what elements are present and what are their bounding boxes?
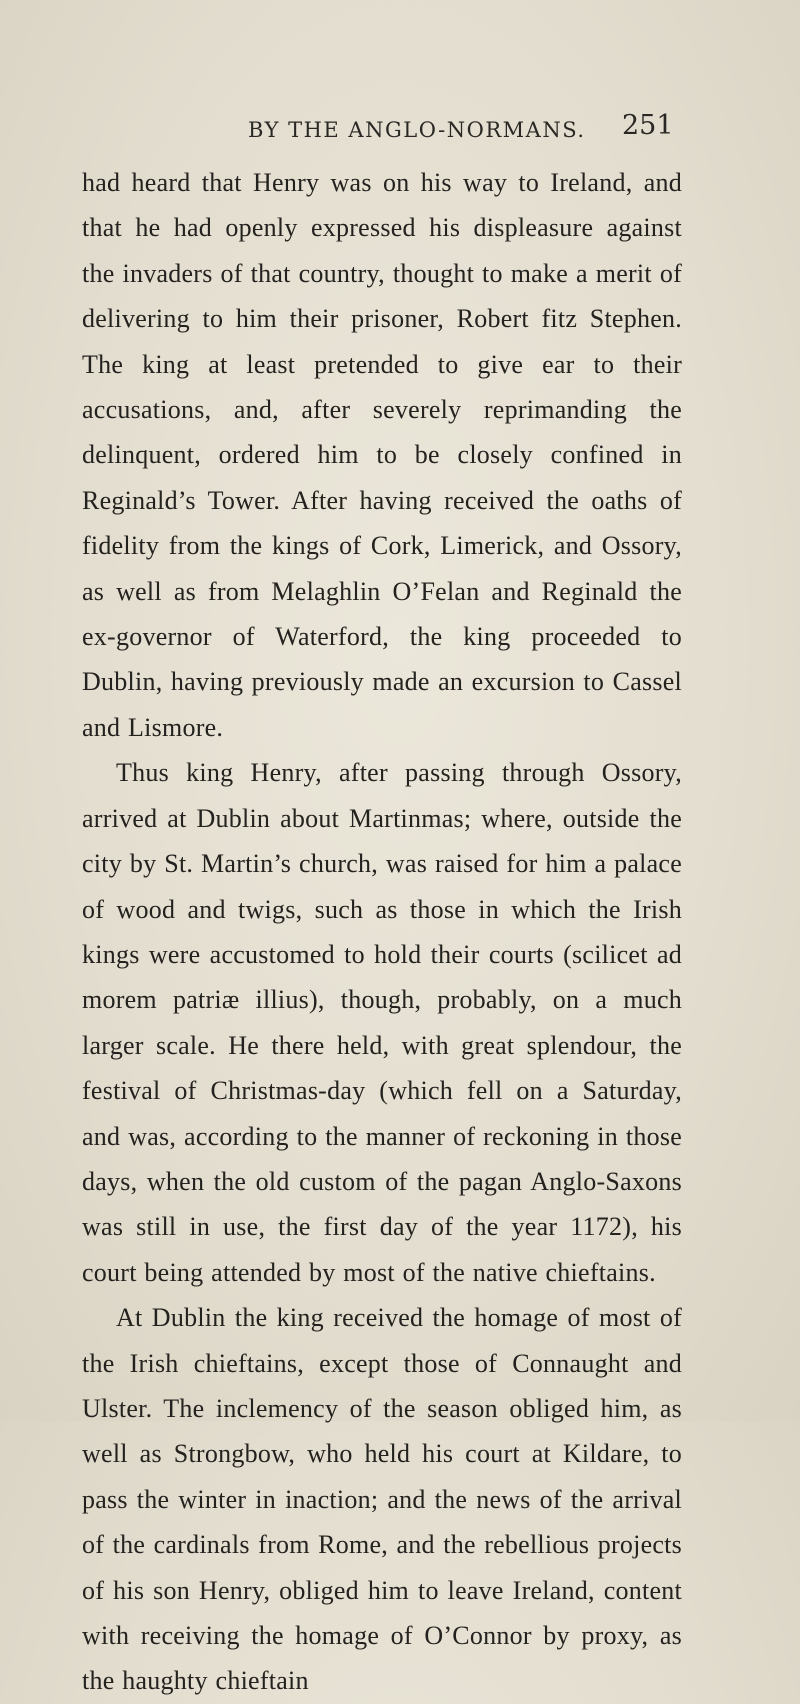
page-number: 251 [622, 110, 674, 141]
running-head: BY THE ANGLO-NORMANS. [248, 118, 586, 142]
paragraph-3: At Dublin the king received the homage of most of the Irish chieftains, except those of Connaught and Ulster. The inclemency of the season obliged him, as well as Strongbow, who held his court at Kildare, to pass the winter in inaction; and the news of the arrival of the cardinals from Rome, and the rebellious projects of his son Henry, obliged him to leave Ireland, content with receiving the homage of O’Connor by proxy, as the haughty chieftain [82, 1303, 682, 1696]
body-text [82, 160, 682, 1704]
paragraph-1: had heard that Henry was on his way to Ireland, and that he had openly expressed his displeasure against the invaders of that country, thought to make a merit of delivering to him their prisoner, Robert fitz Stephen. The king at least pretended to give ear to their accusations, and, after severely reprimanding the delinquent, ordered him to be closely confined in Reginald’s Tower. After having received the oaths of fidelity from the kings of Cork, Limerick, and Ossory, as well as from Melaghlin O’Felan and Reginald the ex-governor of Waterford, the king proceeded to Dublin, having previously made an excursion to Cassel and Lismore. [82, 168, 682, 742]
paragraph-2: Thus king Henry, after passing through Ossory, arrived at Dublin about Martinmas; where, outside the city by St. Martin’s church, was raised for him a palace of wood and twigs, such as those in which the Irish kings were accustomed to hold their courts (scilicet ad morem patriæ illius), though, probably, on a much larger scale. He there held, with great splendour, the festival of Christmas-day (which fell on a Saturday, and was, according to the manner of reckoning in those days, when the old custom of the pagan Anglo-Saxons was still in use, the first day of the year 1172), his court being attended by most of the native chieftains. [82, 758, 682, 1287]
